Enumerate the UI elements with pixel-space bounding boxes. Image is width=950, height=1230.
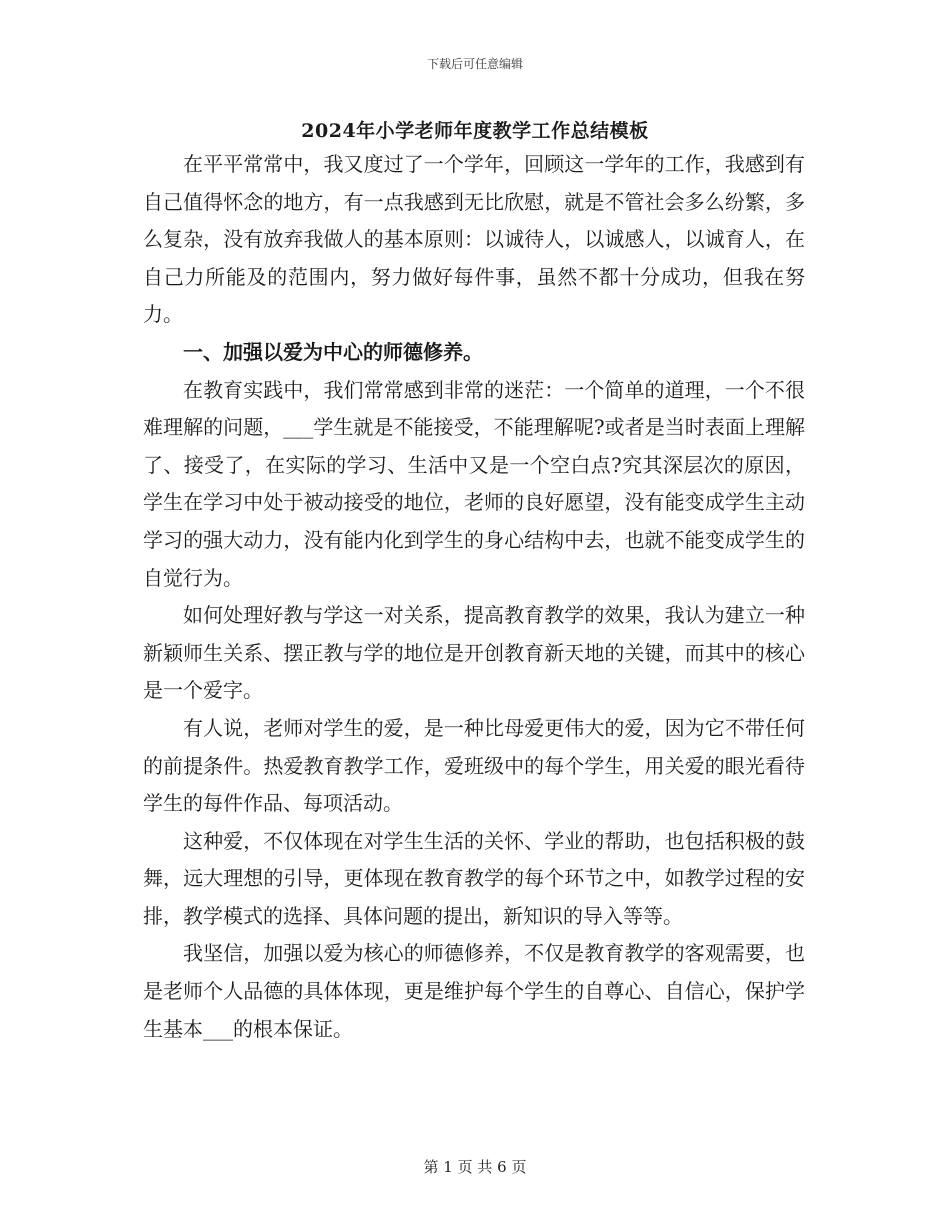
section-heading: 一、加强以爱为中心的师德修养。: [183, 339, 483, 364]
body-paragraph: 在教育实践中，我们常常感到非常的迷茫：一个简单的道理，一个不很难理解的问题，___学生就是不能接受，不能理解呢?或者是当时表面上理解了、接受了，在实际的学习、生活中又是一个空白点?究其深层次的原因，学生在学习中处于被动接受的地位，老师的良好愿望，没有能变成学生主动学习的强大动力，没有能内化到学生的身心结构中去，也就不能变成学生的自觉行为。: [143, 377, 805, 590]
body-paragraph: 如何处理好教与学这一对关系，提高教育教学的效果，我认为建立一种新颖师生关系、摆正教与学的地位是开创教育新天地的关键，而其中的核心是一个爱字。: [143, 603, 805, 703]
header-note: 下载后可任意编辑: [426, 57, 523, 71]
body-paragraph: 有人说，老师对学生的爱，是一种比母爱更伟大的爱，因为它不带任何的前提条件。热爱教育教学工作，爱班级中的每个学生，用关爱的眼光看待学生的每件作品、每项活动。: [143, 715, 805, 816]
page-number-footer: 第 1 页 共 6 页: [423, 1158, 527, 1176]
body-paragraph: 我坚信，加强以爱为核心的师德修养，不仅是教育教学的客观需要，也是老师个人品德的具体体现，更是维护每个学生的自尊心、自信心，保护学生基本___的根本保证。: [143, 941, 805, 1041]
intro-paragraph: 在平平常常中，我又度过了一个学年，回顾这一学年的工作，我感到有自己值得怀念的地方，有一点我感到无比欣慰，就是不管社会多么纷繁，多么复杂，没有放弃我做人的基本原则：以诚待人，以诚感人，以诚育人，在自己力所能及的范围内，努力做好每件事，虽然不都十分成功，但我在努力。: [143, 152, 805, 327]
body-paragraph: 这种爱，不仅体现在对学生生活的关怀、学业的帮助，也包括积极的鼓舞，远大理想的引导，更体现在教育教学的每个环节之中，如教学过程的安排，教学模式的选择、具体问题的提出，新知识的导入等等。: [143, 828, 805, 928]
document-body: [143, 146, 805, 1048]
document-title: 2024年小学老师年度教学工作总结模板: [301, 120, 649, 142]
